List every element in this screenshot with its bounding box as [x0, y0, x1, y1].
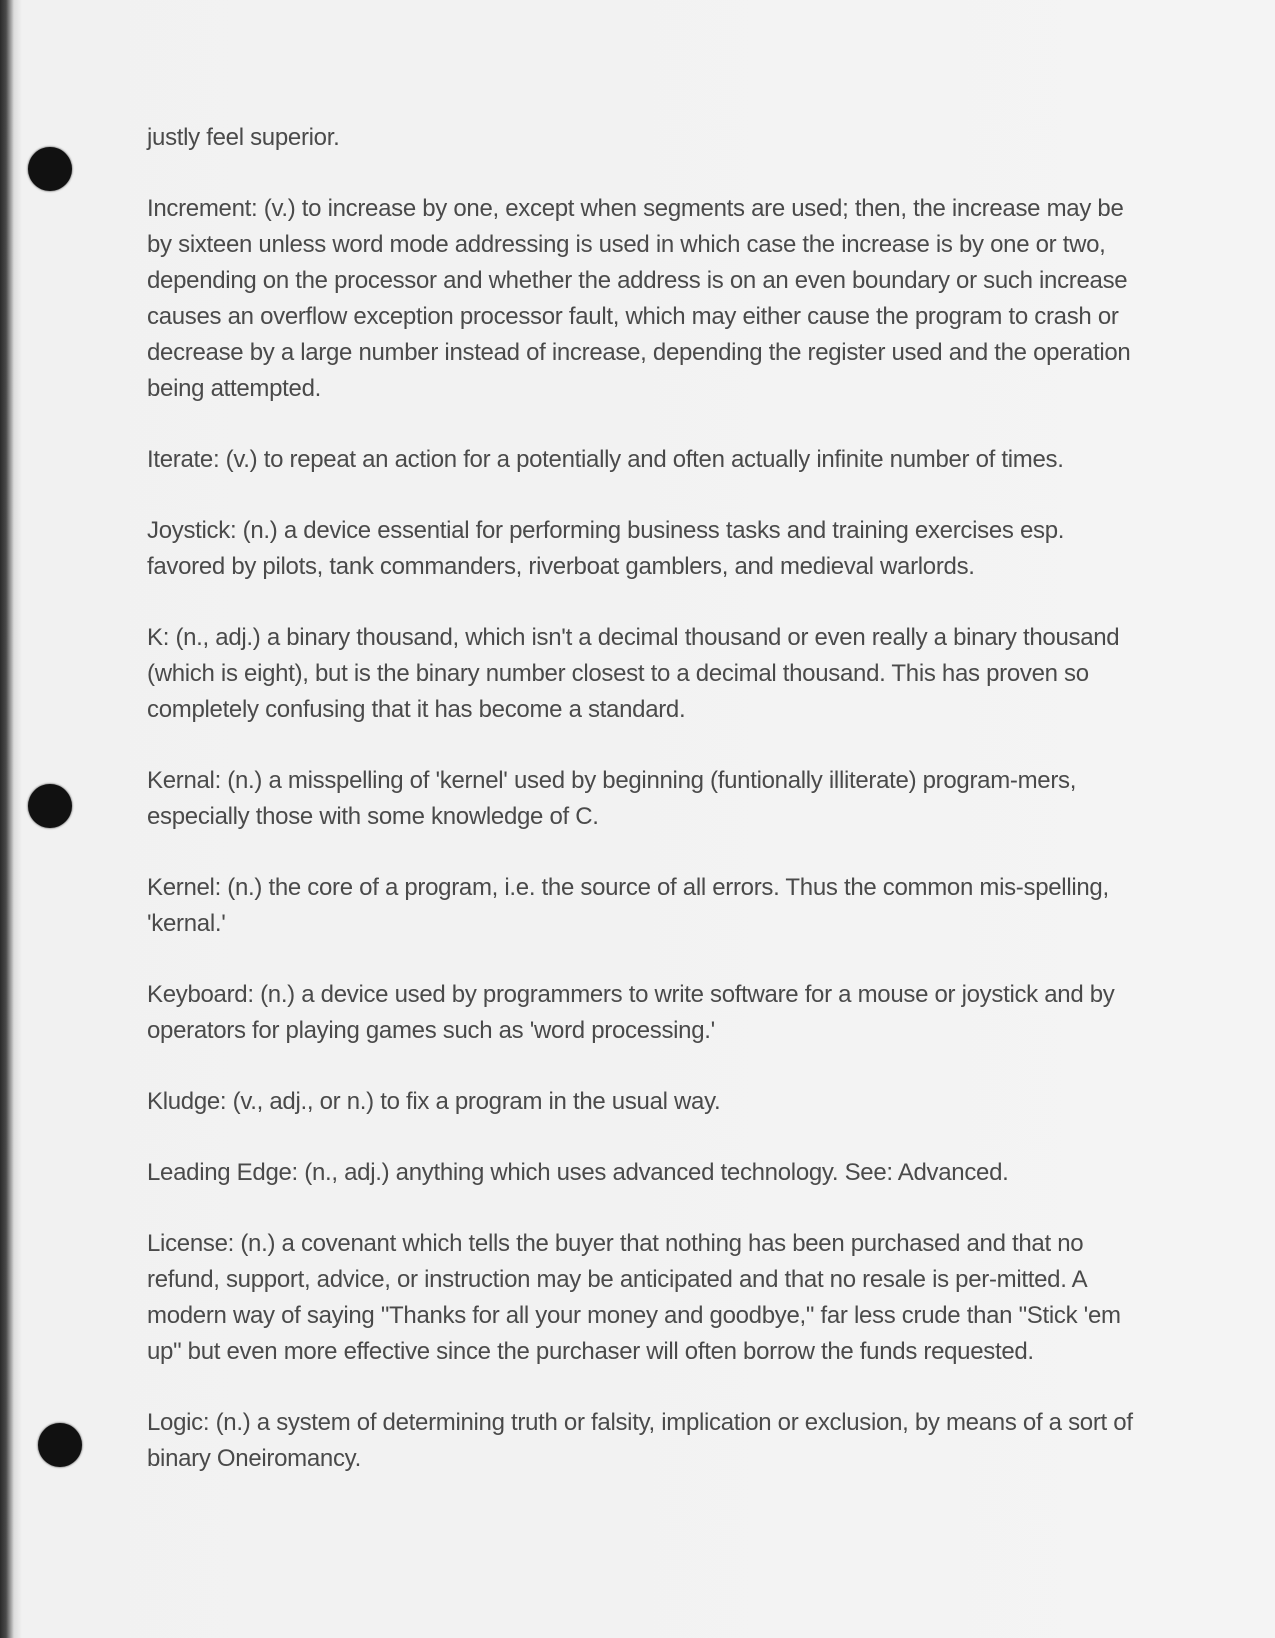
paragraph-continuation: justly feel superior.: [147, 124, 340, 151]
entry-kernal: Kernal: (n.) a misspelling of 'kernel' used by beginning (funtionally illiterate) program-mers, especially those with some knowledge of C.: [147, 767, 1077, 830]
entry-leading-edge: Leading Edge: (n., adj.) anything which uses advanced technology. See: Advanced.: [147, 1159, 1009, 1186]
entry-joystick: Joystick: (n.) a device essential for performing business tasks and training exercises esp. favored by pilots, tank commanders, riverboat gamblers, and medieval warlords.: [147, 517, 1065, 580]
entry-kernel: Kernel: (n.) the core of a program, i.e. the source of all errors. Thus the common mis-spelling, 'kernal.': [147, 874, 1109, 937]
entry-k: K: (n., adj.) a binary thousand, which isn't a decimal thousand or even really a binary thousand (which is eight), but is the binary number closest to a decimal thousand. This has proven so completely confusing that it has become a standard.: [147, 624, 1120, 723]
binder-hole-bottom: [38, 1423, 82, 1467]
glossary-text: [147, 120, 1137, 1512]
entry-keyboard: Keyboard: (n.) a device used by programmers to write software for a mouse or joystick and by operators for playing games such as 'word processing.': [147, 981, 1115, 1044]
entry-kludge: Kludge: (v., adj., or n.) to fix a program in the usual way.: [147, 1088, 721, 1115]
entry-iterate: Iterate: (v.) to repeat an action for a potentially and often actually infinite number of times.: [147, 446, 1064, 473]
binder-hole-middle: [28, 784, 72, 828]
entry-increment: Increment: (v.) to increase by one, except when segments are used; then, the increase may be by sixteen unless word mode addressing is used in which case the increase is by one or two, depending on the processor and whether the address is on an even boundary or such increase causes an overflow exception processor fault, which may either cause the program to crash or decrease by a large number instead of increase, depending the register used and the operation being attempted.: [147, 195, 1131, 402]
entry-license: License: (n.) a covenant which tells the buyer that nothing has been purchased and that no refund, support, advice, or instruction may be anticipated and that no resale is per-mitted. A modern way of saying "Thanks for all your money and goodbye," far less crude than "Stick 'em up" but even more effective since the purchaser will often borrow the funds requested.: [147, 1230, 1121, 1365]
binder-hole-top: [28, 147, 72, 191]
entry-logic: Logic: (n.) a system of determining truth or falsity, implication or exclusion, by means of a sort of binary Oneiromancy.: [147, 1409, 1133, 1472]
